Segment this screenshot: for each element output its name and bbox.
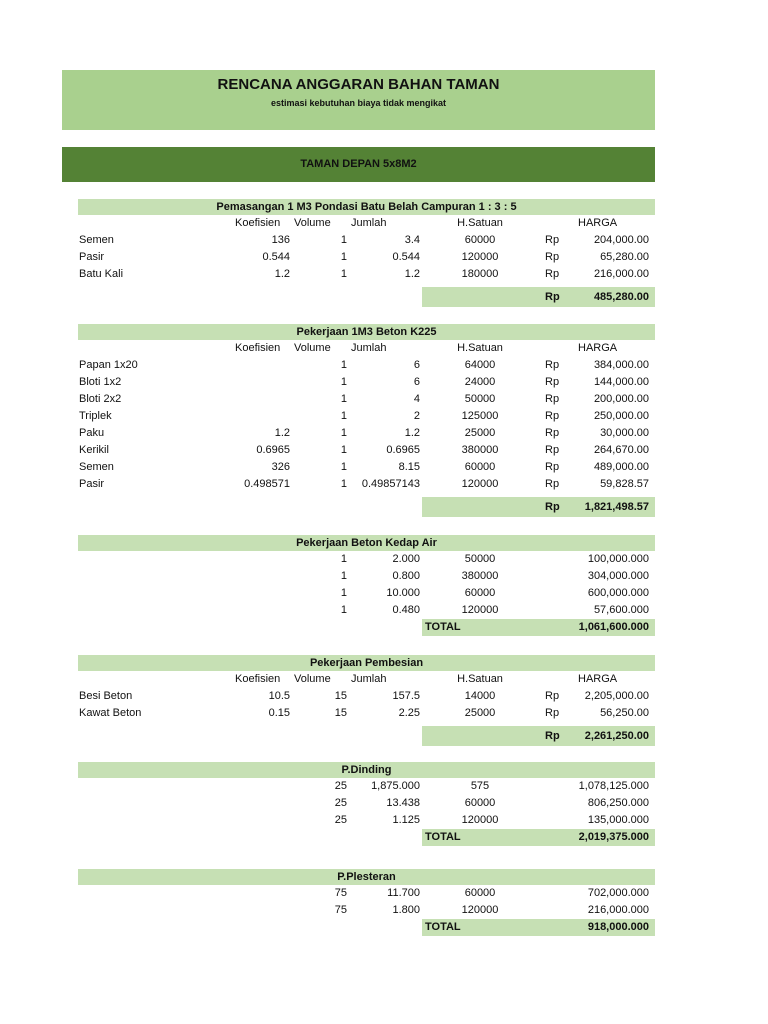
item-koef: 0.498571 [244,478,290,490]
table-row [78,442,655,459]
item-rp: Rp [545,410,560,422]
section-title: Pekerjaan Pembesian [78,655,655,671]
total-value: 2,019,375.000 [578,831,649,843]
item-jumlah: 0.544 [392,251,420,263]
item-koef: 136 [271,234,290,246]
item-rp: Rp [545,690,560,702]
col-jumlah: Jumlah [351,342,387,354]
item-jumlah: 0.49857143 [361,478,420,490]
item-harga: 59,828.57 [600,478,649,490]
item-harga: 135,000.000 [587,814,649,826]
item-harga: 216,000.000 [587,904,649,916]
item-koef: 326 [271,461,290,473]
total-rp: Rp [545,730,560,742]
total-rp: Rp [545,501,560,513]
item-name: Kawat Beton [79,707,142,719]
section-banner-label: TAMAN DEPAN 5x8M2 [300,158,417,170]
table-row [78,266,655,283]
section-beton-k225 [78,324,655,517]
item-rp: Rp [545,268,560,280]
item-jumlah: 3.4 [404,234,420,246]
item-vol: 15 [334,690,347,702]
table-row [78,585,655,602]
item-hsatuan: 60000 [464,461,496,473]
item-rp: Rp [545,707,560,719]
item-name: Paku [79,427,105,439]
item-harga: 600,000.000 [587,587,649,599]
item-rp: Rp [545,478,560,490]
item-jumlah: 2 [413,410,420,422]
table-row [78,885,655,902]
section-pembesian [78,655,655,746]
item-harga: 2,205,000.00 [584,690,649,702]
section-title: Pekerjaan Beton Kedap Air [78,535,655,551]
item-harga: 57,600.000 [593,604,649,616]
item-name: Bloti 2x2 [79,393,122,405]
col-jumlah: Jumlah [351,217,387,229]
item-vol: 1 [340,427,347,439]
table-row [78,795,655,812]
col-hsatuan: H.Satuan [457,673,503,685]
item-name: Batu Kali [79,268,124,280]
item-vol: 1 [340,376,347,388]
item-jumlah: 6 [413,359,420,371]
total-row [78,619,655,636]
item-harga: 304,000.000 [587,570,649,582]
item-hsatuan: 380000 [461,444,499,456]
item-harga: 56,250.00 [600,707,649,719]
item-vol: 25 [334,814,347,826]
col-koefisien: Koefisien [235,217,281,229]
table-row [78,602,655,619]
item-rp: Rp [545,359,560,371]
total-value: 1,061,600.000 [578,621,649,633]
item-name: Pasir [79,251,105,263]
item-koef: 0.544 [262,251,290,263]
total-row [78,919,655,936]
item-jumlah: 0.480 [392,604,420,616]
item-jumlah: 2.000 [392,553,420,565]
item-koef: 1.2 [274,427,290,439]
item-name: Bloti 1x2 [79,376,122,388]
item-jumlah: 2.25 [398,707,420,719]
col-harga: HARGA [578,342,618,354]
item-name: Triplek [79,410,112,422]
page-subtitle: estimasi kebutuhan biaya tidak mengikat [270,98,447,108]
total-value: 918,000.000 [587,921,649,933]
column-header-row [78,215,655,232]
total-value: 1,821,498.57 [584,501,649,513]
item-jumlah: 6 [413,376,420,388]
table-row [78,459,655,476]
total-label: TOTAL [425,621,461,633]
item-jumlah: 1.2 [404,427,420,439]
item-vol: 1 [340,570,347,582]
section-title: P.Plesteran [78,869,655,885]
section-banner [62,147,655,182]
section-title: Pemasangan 1 M3 Pondasi Batu Belah Campuran 1 : 3 : 5 [78,199,655,215]
item-jumlah: 8.15 [398,461,420,473]
item-harga: 200,000.00 [593,393,649,405]
item-hsatuan: 25000 [464,427,496,439]
total-value: 485,280.00 [593,291,649,303]
item-hsatuan: 180000 [461,268,499,280]
item-koef: 0.15 [268,707,290,719]
item-hsatuan: 380000 [461,570,499,582]
item-harga: 489,000.00 [593,461,649,473]
item-jumlah: 1.125 [392,814,420,826]
col-hsatuan: H.Satuan [457,342,503,354]
item-vol: 1 [340,234,347,246]
item-vol: 75 [334,904,347,916]
item-hsatuan: 60000 [464,887,496,899]
item-harga: 100,000.000 [587,553,649,565]
total-row [78,726,655,746]
item-jumlah: 4 [413,393,420,405]
item-rp: Rp [545,393,560,405]
item-hsatuan: 120000 [461,478,499,490]
item-vol: 1 [340,268,347,280]
item-hsatuan: 125000 [461,410,499,422]
item-hsatuan: 25000 [464,707,496,719]
col-jumlah: Jumlah [351,673,387,685]
item-harga: 216,000.00 [593,268,649,280]
total-value: 2,261,250.00 [584,730,649,742]
col-harga: HARGA [578,217,618,229]
item-hsatuan: 64000 [464,359,496,371]
table-row [78,568,655,585]
col-harga: HARGA [578,673,618,685]
section-pondasi [78,199,655,307]
item-name: Semen [79,461,114,473]
item-rp: Rp [545,234,560,246]
item-vol: 1 [340,604,347,616]
col-volume: Volume [294,217,331,229]
item-harga: 204,000.00 [593,234,649,246]
item-koef: 0.6965 [256,444,290,456]
item-hsatuan: 120000 [461,251,499,263]
table-row [78,688,655,705]
total-row [78,829,655,846]
item-vol: 25 [334,780,347,792]
item-name: Papan 1x20 [79,359,138,371]
col-hsatuan: H.Satuan [457,217,503,229]
item-harga: 30,000.00 [600,427,649,439]
item-name: Semen [79,234,114,246]
header-banner [62,70,655,130]
item-hsatuan: 60000 [464,797,496,809]
section-title: Pekerjaan 1M3 Beton K225 [78,324,655,340]
item-jumlah: 0.800 [392,570,420,582]
section-plesteran [78,869,655,936]
total-rp: Rp [545,291,560,303]
item-rp: Rp [545,444,560,456]
total-row [78,287,655,307]
item-rp: Rp [545,376,560,388]
item-hsatuan: 50000 [464,393,496,405]
table-row [78,476,655,493]
item-koef: 1.2 [274,268,290,280]
item-rp: Rp [545,251,560,263]
item-vol: 25 [334,797,347,809]
item-harga: 144,000.00 [593,376,649,388]
item-rp: Rp [545,461,560,473]
item-vol: 1 [340,553,347,565]
item-harga: 384,000.00 [593,359,649,371]
item-hsatuan: 120000 [461,814,499,826]
column-header-row [78,340,655,357]
item-vol: 1 [340,393,347,405]
item-hsatuan: 60000 [464,234,496,246]
item-name: Besi Beton [79,690,133,702]
item-hsatuan: 60000 [464,587,496,599]
column-header-row [78,671,655,688]
table-row [78,232,655,249]
item-harga: 65,280.00 [600,251,649,263]
item-jumlah: 0.6965 [386,444,420,456]
section-title: P.Dinding [78,762,655,778]
item-hsatuan: 120000 [461,904,499,916]
item-harga: 250,000.00 [593,410,649,422]
item-jumlah: 1,875.000 [371,780,420,792]
item-vol: 1 [340,251,347,263]
table-row [78,425,655,442]
item-vol: 1 [340,587,347,599]
table-row [78,902,655,919]
table-row [78,374,655,391]
item-hsatuan: 575 [470,780,490,792]
item-vol: 15 [334,707,347,719]
table-row [78,391,655,408]
item-harga: 264,670.00 [593,444,649,456]
item-jumlah: 1.2 [404,268,420,280]
table-row [78,249,655,266]
item-vol: 1 [340,359,347,371]
col-koefisien: Koefisien [235,342,281,354]
item-jumlah: 1.800 [392,904,420,916]
item-harga: 702,000.000 [587,887,649,899]
section-beton-kedap-air [78,535,655,636]
item-harga: 1,078,125.000 [578,780,649,792]
section-dinding [78,762,655,846]
table-row [78,408,655,425]
col-volume: Volume [294,342,331,354]
item-hsatuan: 24000 [464,376,496,388]
item-jumlah: 13.438 [386,797,420,809]
total-row [78,497,655,517]
item-name: Pasir [79,478,105,490]
item-vol: 1 [340,478,347,490]
item-harga: 806,250.000 [587,797,649,809]
table-row [78,357,655,374]
page-title: RENCANA ANGGARAN BAHAN TAMAN [217,76,500,93]
table-row [78,551,655,568]
item-hsatuan: 14000 [464,690,496,702]
item-name: Kerikil [79,444,109,456]
table-row [78,812,655,829]
item-hsatuan: 50000 [464,553,496,565]
item-jumlah: 11.700 [387,887,420,899]
item-jumlah: 157.5 [392,690,420,702]
item-vol: 1 [340,410,347,422]
item-jumlah: 10.000 [386,587,420,599]
total-label: TOTAL [425,831,461,843]
col-koefisien: Koefisien [235,673,281,685]
item-rp: Rp [545,427,560,439]
item-vol: 1 [340,444,347,456]
item-vol: 1 [340,461,347,473]
item-vol: 75 [334,887,347,899]
col-volume: Volume [294,673,331,685]
table-row [78,705,655,722]
item-koef: 10.5 [268,690,290,702]
total-label: TOTAL [425,921,461,933]
item-hsatuan: 120000 [461,604,499,616]
table-row [78,778,655,795]
